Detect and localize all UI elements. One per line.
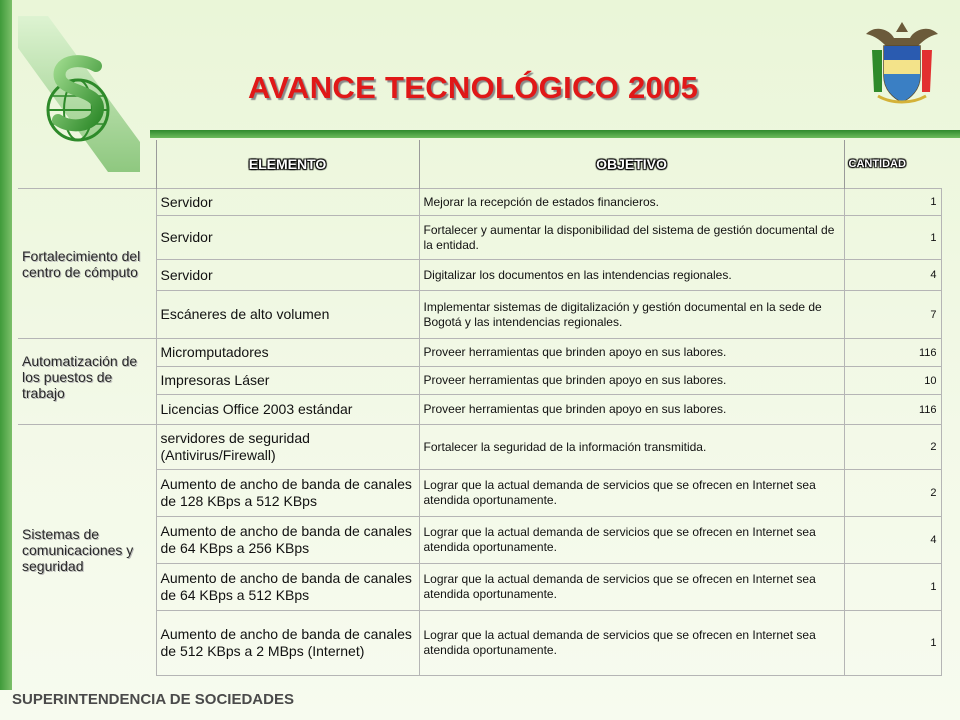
cantidad-cell: 2 [844, 470, 941, 517]
cantidad-cell: 7 [844, 291, 941, 339]
elemento-cell: Micromputadores [156, 339, 419, 367]
table-row [18, 260, 941, 291]
cantidad-cell: 4 [844, 260, 941, 291]
objetivo-cell: Lograr que la actual demanda de servicios que se ofrecen en Internet sea atendida oportunamente. [419, 517, 844, 564]
technology-progress-table [18, 140, 942, 676]
elemento-cell: servidores de seguridad (Antivirus/Firewall) [156, 425, 419, 470]
cantidad-cell: 4 [844, 517, 941, 564]
cantidad-cell: 1 [844, 216, 941, 260]
elemento-cell: Servidor [156, 189, 419, 216]
group-label: Automatización de los puestos de trabajo [18, 339, 156, 425]
table-row [18, 339, 941, 367]
table-row [18, 611, 941, 676]
objetivo-cell: Fortalecer la seguridad de la información transmitida. [419, 425, 844, 470]
decorative-green-bar-horizontal [150, 130, 960, 138]
cantidad-cell: 116 [844, 395, 941, 425]
table-row [18, 564, 941, 611]
objetivo-cell: Digitalizar los documentos en las intendencias regionales. [419, 260, 844, 291]
table-row [18, 189, 941, 216]
group-label: Sistemas de comunicaciones y seguridad [18, 425, 156, 676]
group-label: Fortalecimiento del centro de cómputo [18, 189, 156, 339]
table-row [18, 517, 941, 564]
column-header-objetivo: OBJETIVO [419, 140, 844, 189]
table-row [18, 367, 941, 395]
objetivo-cell: Implementar sistemas de digitalización y gestión documental en la sede de Bogotá y las intendencias regionales. [419, 291, 844, 339]
colombia-coat-of-arms-icon [862, 20, 942, 106]
elemento-cell: Aumento de ancho de banda de canales de 64 KBps a 256 KBps [156, 517, 419, 564]
elemento-cell: Impresoras Láser [156, 367, 419, 395]
elemento-cell: Servidor [156, 260, 419, 291]
objetivo-cell: Lograr que la actual demanda de servicios que se ofrecen en Internet sea atendida oportunamente. [419, 611, 844, 676]
cantidad-cell: 10 [844, 367, 941, 395]
elemento-cell: Servidor [156, 216, 419, 260]
group-column-header [18, 140, 156, 189]
cantidad-cell: 1 [844, 564, 941, 611]
objetivo-cell: Proveer herramientas que brinden apoyo en sus labores. [419, 339, 844, 367]
objetivo-cell: Fortalecer y aumentar la disponibilidad del sistema de gestión documental de la entidad. [419, 216, 844, 260]
elemento-cell: Escáneres de alto volumen [156, 291, 419, 339]
elemento-cell: Licencias Office 2003 estándar [156, 395, 419, 425]
cantidad-cell: 116 [844, 339, 941, 367]
objetivo-cell: Proveer herramientas que brinden apoyo en sus labores. [419, 367, 844, 395]
footer-organization-name: SUPERINTENDENCIA DE SOCIEDADES [12, 691, 294, 708]
objetivo-cell: Mejorar la recepción de estados financieros. [419, 189, 844, 216]
table-row [18, 425, 941, 470]
column-header-elemento: ELEMENTO [156, 140, 419, 189]
column-header-cantidad: CANTIDAD [844, 140, 941, 189]
cantidad-cell: 1 [844, 189, 941, 216]
table-header-row [18, 140, 941, 189]
cantidad-cell: 2 [844, 425, 941, 470]
table-row [18, 470, 941, 517]
elemento-cell: Aumento de ancho de banda de canales de 128 KBps a 512 KBps [156, 470, 419, 517]
objetivo-cell: Proveer herramientas que brinden apoyo en sus labores. [419, 395, 844, 425]
objetivo-cell: Lograr que la actual demanda de servicios que se ofrecen en Internet sea atendida oportunamente. [419, 470, 844, 517]
table-row [18, 395, 941, 425]
objetivo-cell: Lograr que la actual demanda de servicios que se ofrecen en Internet sea atendida oportunamente. [419, 564, 844, 611]
cantidad-cell: 1 [844, 611, 941, 676]
elemento-cell: Aumento de ancho de banda de canales de 64 KBps a 512 KBps [156, 564, 419, 611]
table-row [18, 291, 941, 339]
elemento-cell: Aumento de ancho de banda de canales de 512 KBps a 2 MBps (Internet) [156, 611, 419, 676]
page-title: AVANCE TECNOLÓGICO 2005 [248, 70, 699, 105]
table-row [18, 216, 941, 260]
